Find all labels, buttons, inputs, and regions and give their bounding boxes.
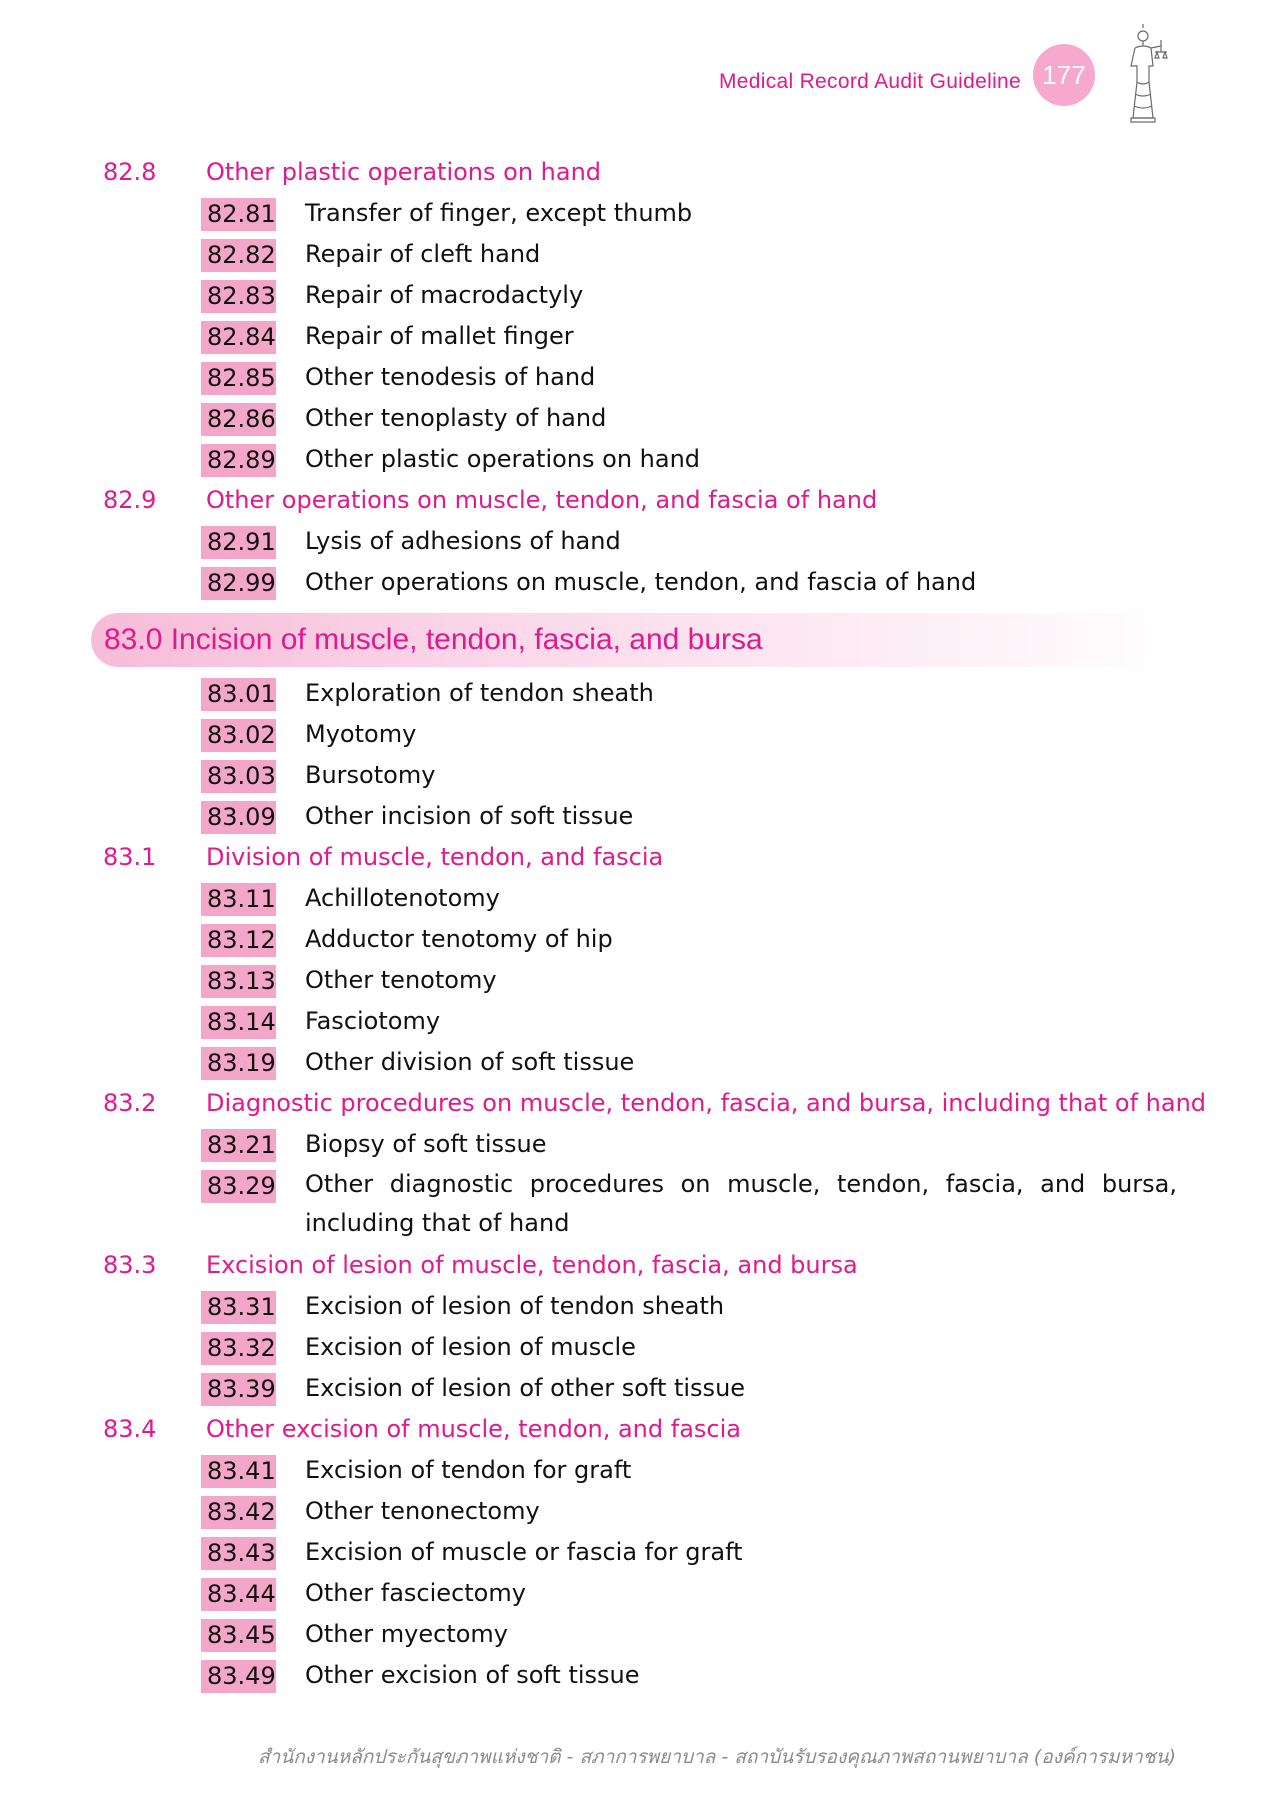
- procedure-code: 83.14: [201, 1006, 276, 1039]
- procedure-description: Other fasciectomy: [305, 1579, 526, 1607]
- procedure-item: [0, 714, 1274, 755]
- procedure-item: [0, 1042, 1274, 1083]
- procedure-item: [0, 275, 1274, 316]
- procedure-code: 83.12: [201, 924, 276, 957]
- page-footer: สำนักงานหลักประกันสุขภาพแห่งชาติ - สภาการพยาบาล - สถาบันรับรองคุณภาพสถานพยาบาล (องค์การมหาชน): [257, 1746, 1176, 1768]
- procedure-description: Other tenonectomy: [305, 1497, 540, 1525]
- procedure-code: 83.03: [201, 760, 276, 793]
- procedure-item: [0, 234, 1274, 275]
- procedure-item: [0, 521, 1274, 562]
- procedure-description: Repair of macrodactyly: [305, 281, 584, 309]
- procedure-description: Other excision of soft tissue: [305, 1661, 640, 1689]
- justice-statue-icon: [1115, 22, 1175, 126]
- subcategory-heading: [0, 152, 1274, 193]
- code-list: [0, 152, 1274, 1696]
- procedure-description: Excision of muscle or fascia for graft: [305, 1538, 743, 1566]
- subcategory-heading: [0, 1245, 1274, 1286]
- procedure-description: Other operations on muscle, tendon, and fascia of hand: [305, 568, 977, 596]
- procedure-code: 82.82: [201, 239, 276, 272]
- subcategory-heading: [0, 480, 1274, 521]
- procedure-code: 83.31: [201, 1291, 276, 1324]
- procedure-code: 82.84: [201, 321, 276, 354]
- procedure-item: [0, 919, 1274, 960]
- procedure-description: Biopsy of soft tissue: [305, 1130, 547, 1158]
- procedure-description: Myotomy: [305, 720, 417, 748]
- procedure-item: [0, 1286, 1274, 1327]
- section-header-83-0: [0, 613, 1274, 667]
- procedure-code: 82.86: [201, 403, 276, 436]
- procedure-item: [0, 1327, 1274, 1368]
- subcategory-code: 83.3: [103, 1251, 157, 1279]
- procedure-code: 83.11: [201, 883, 276, 916]
- procedure-description: Excision of tendon for graft: [305, 1456, 632, 1484]
- procedure-item: [0, 1614, 1274, 1655]
- procedure-item: [0, 1165, 1274, 1245]
- procedure-item: [0, 796, 1274, 837]
- procedure-description: Other tenoplasty of hand: [305, 404, 607, 432]
- procedure-item: [0, 755, 1274, 796]
- procedure-code: 83.09: [201, 801, 276, 834]
- procedure-item: [0, 439, 1274, 480]
- procedure-item: [0, 193, 1274, 234]
- page-number-badge: 177: [1033, 44, 1095, 106]
- procedure-description: Other tenotomy: [305, 966, 497, 994]
- page-header: [0, 22, 1274, 132]
- procedure-description: Adductor tenotomy of hip: [305, 925, 613, 953]
- code-list-block-82: [0, 152, 1274, 603]
- procedure-description: Bursotomy: [305, 761, 436, 789]
- subcategory-title: Other plastic operations on hand: [206, 158, 602, 186]
- subcategory-code: 83.1: [103, 843, 157, 871]
- procedure-description: Transfer of finger, except thumb: [305, 199, 693, 227]
- procedure-description: Excision of lesion of muscle: [305, 1333, 636, 1361]
- subcategory-title: Excision of lesion of muscle, tendon, fascia, and bursa: [206, 1251, 858, 1279]
- code-list-block-83: [0, 673, 1274, 1696]
- procedure-code: 83.19: [201, 1047, 276, 1080]
- procedure-item: [0, 1573, 1274, 1614]
- subcategory-code: 82.9: [103, 486, 157, 514]
- procedure-code: 83.39: [201, 1373, 276, 1406]
- procedure-description: Excision of lesion of other soft tissue: [305, 1374, 746, 1402]
- procedure-item: [0, 1491, 1274, 1532]
- procedure-description: Other division of soft tissue: [305, 1048, 635, 1076]
- procedure-item: [0, 357, 1274, 398]
- procedure-description: Other incision of soft tissue: [305, 802, 634, 830]
- procedure-description: Achillotenotomy: [305, 884, 500, 912]
- procedure-code: 82.99: [201, 567, 276, 600]
- procedure-item: [0, 398, 1274, 439]
- procedure-item: [0, 562, 1274, 603]
- procedure-code: 83.49: [201, 1660, 276, 1693]
- procedure-description: Excision of lesion of tendon sheath: [305, 1292, 725, 1320]
- procedure-code: 83.44: [201, 1578, 276, 1611]
- procedure-description: Other myectomy: [305, 1620, 508, 1648]
- procedure-code: 83.02: [201, 719, 276, 752]
- procedure-code: 83.43: [201, 1537, 276, 1570]
- subcategory-heading: [0, 837, 1274, 878]
- subcategory-code: 82.8: [103, 158, 157, 186]
- procedure-code: 83.13: [201, 965, 276, 998]
- procedure-code: 82.83: [201, 280, 276, 313]
- procedure-code: 82.81: [201, 198, 276, 231]
- procedure-item: [0, 878, 1274, 919]
- section-title: 83.0 Incision of muscle, tendon, fascia, and bursa: [104, 623, 763, 656]
- subcategory-heading: [0, 1409, 1274, 1450]
- procedure-item: [0, 1655, 1274, 1696]
- procedure-item: [0, 1450, 1274, 1491]
- subcategory-code: 83.2: [103, 1089, 157, 1117]
- subcategory-title: Other operations on muscle, tendon, and fascia of hand: [206, 486, 878, 514]
- procedure-description: Other tenodesis of hand: [305, 363, 596, 391]
- subcategory-code: 83.4: [103, 1415, 157, 1443]
- procedure-code: 82.85: [201, 362, 276, 395]
- procedure-item: [0, 1124, 1274, 1165]
- procedure-description: Other diagnostic procedures on muscle, tendon, fascia, and bursa, including that of hand: [305, 1170, 1177, 1237]
- procedure-code: 83.21: [201, 1129, 276, 1162]
- procedure-item: [0, 1001, 1274, 1042]
- subcategory-title: Division of muscle, tendon, and fascia: [206, 843, 664, 871]
- procedure-description: Fasciotomy: [305, 1007, 441, 1035]
- procedure-code: 83.45: [201, 1619, 276, 1652]
- procedure-item: [0, 1532, 1274, 1573]
- procedure-description: Repair of mallet finger: [305, 322, 574, 350]
- procedure-item: [0, 673, 1274, 714]
- procedure-code: 83.01: [201, 678, 276, 711]
- procedure-code: 83.41: [201, 1455, 276, 1488]
- header-title: Medical Record Audit Guideline: [719, 70, 1021, 93]
- subcategory-title: Other excision of muscle, tendon, and fascia: [206, 1415, 741, 1443]
- procedure-code: 83.29: [201, 1170, 276, 1203]
- procedure-description: Exploration of tendon sheath: [305, 679, 654, 707]
- procedure-item: [0, 316, 1274, 357]
- procedure-item: [0, 1368, 1274, 1409]
- procedure-code: 82.89: [201, 444, 276, 477]
- subcategory-title: Diagnostic procedures on muscle, tendon, fascia, and bursa, including that of hand: [206, 1089, 1207, 1117]
- procedure-code: 82.91: [201, 526, 276, 559]
- procedure-code: 83.42: [201, 1496, 276, 1529]
- procedure-description: Other plastic operations on hand: [305, 445, 701, 473]
- procedure-description: Repair of cleft hand: [305, 240, 541, 268]
- procedure-description: Lysis of adhesions of hand: [305, 527, 621, 555]
- subcategory-heading: [0, 1083, 1274, 1124]
- procedure-code: 83.32: [201, 1332, 276, 1365]
- procedure-item: [0, 960, 1274, 1001]
